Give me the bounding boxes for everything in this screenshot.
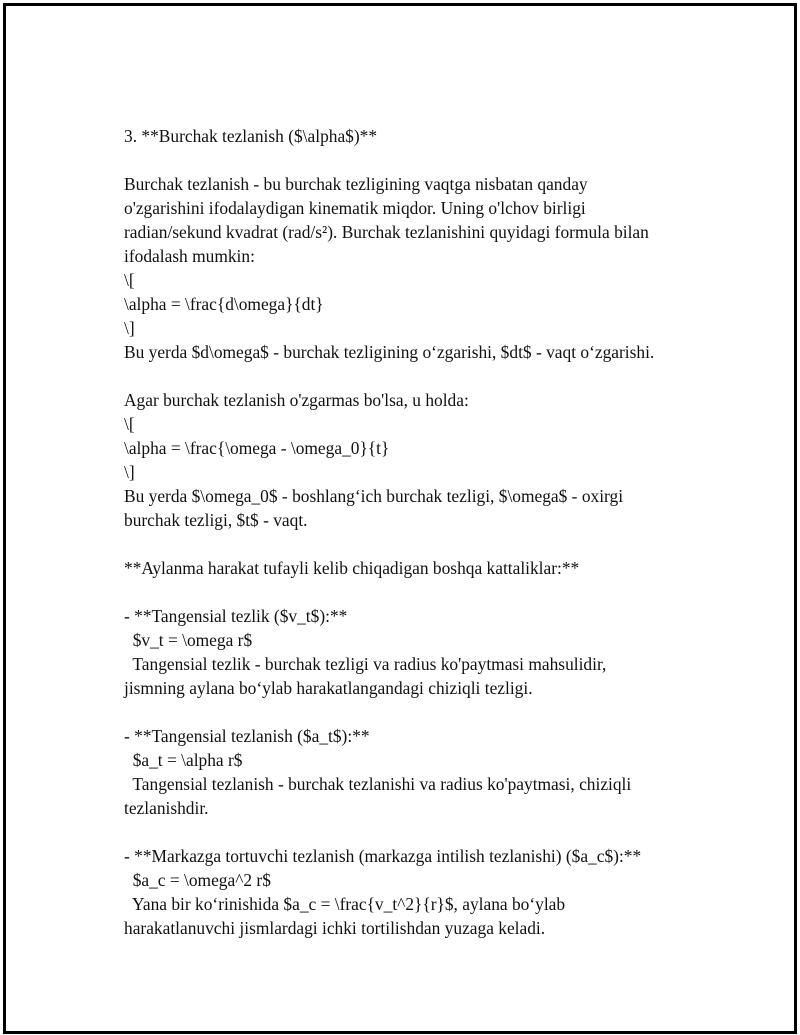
- paragraph-gap: [124, 364, 744, 388]
- formula-line: \[: [124, 270, 135, 290]
- text-line: - **Markazga tortuvchi tezlanish (markazga intilish tezlanishi) ($a_c$):**: [124, 846, 642, 866]
- text-line: radian/sekund kvadrat (rad/s²). Burchak tezlanishini quyidagi formula bilan: [124, 222, 649, 242]
- formula-line: \alpha = \frac{\omega - \omega_0}{t}: [124, 438, 390, 458]
- formula-line: $v_t = \omega r$: [124, 630, 253, 650]
- text-line: Bu yerda $d\omega$ - burchak tezligining o‘zgarishi, $dt$ - vaqt o‘zgarishi.: [124, 342, 655, 362]
- formula-line: \]: [124, 318, 135, 338]
- text-line: Agar burchak tezlanish o'zgarmas bo'lsa, u holda:: [124, 390, 469, 410]
- text-line: - **Tangensial tezlanish ($a_t$):**: [124, 726, 370, 746]
- list-item-tangential-velocity: [124, 604, 744, 700]
- paragraph-definition: [124, 172, 744, 364]
- formula-line: $a_c = \omega^2 r$: [124, 870, 271, 890]
- formula-line: \[: [124, 414, 135, 434]
- paragraph-gap: [124, 700, 744, 724]
- text-line: **Aylanma harakat tufayli kelib chiqadigan boshqa kattaliklar:**: [124, 558, 580, 578]
- paragraph-gap: [124, 580, 744, 604]
- paragraph-constant-acceleration: [124, 388, 744, 532]
- text-line: burchak tezligi, $t$ - vaqt.: [124, 510, 308, 530]
- text-line: Yana bir ko‘rinishida $a_c = \frac{v_t^2}{r}$, aylana bo‘ylab: [124, 894, 566, 914]
- section-heading: [124, 124, 744, 148]
- text-line: tezlanishdir.: [124, 798, 209, 818]
- paragraph-gap: [124, 148, 744, 172]
- paragraph-gap: [124, 820, 744, 844]
- text-line: jismning aylana bo‘ylab harakatlangandagi chiziqli tezligi.: [124, 678, 533, 698]
- formula-line: $a_t = \alpha r$: [124, 750, 243, 770]
- document-body: [124, 124, 744, 940]
- subsection-heading: [124, 556, 744, 580]
- text-line: ifodalash mumkin:: [124, 246, 255, 266]
- text-line: Tangensial tezlik - burchak tezligi va radius ko'paytmasi mahsulidir,: [124, 654, 607, 674]
- text-line: Bu yerda $\omega_0$ - boshlang‘ich burchak tezligi, $\omega$ - oxirgi: [124, 486, 624, 506]
- list-item-centripetal-acceleration: [124, 844, 744, 940]
- formula-line: \]: [124, 462, 135, 482]
- formula-line: \alpha = \frac{d\omega}{dt}: [124, 294, 324, 314]
- text-line: Tangensial tezlanish - burchak tezlanishi va radius ko'paytmasi, chiziqli: [124, 774, 632, 794]
- page-frame: [3, 3, 797, 1034]
- text-line: Burchak tezlanish - bu burchak tezligining vaqtga nisbatan qanday: [124, 174, 588, 194]
- text-line: harakatlanuvchi jismlardagi ichki tortilishdan yuzaga keladi.: [124, 918, 546, 938]
- text-line: o'zgarishini ifodalaydigan kinematik miqdor. Uning o'lchov birligi: [124, 198, 586, 218]
- paragraph-gap: [124, 532, 744, 556]
- text-line: 3. **Burchak tezlanish ($\alpha$)**: [124, 126, 378, 146]
- list-item-tangential-acceleration: [124, 724, 744, 820]
- text-line: - **Tangensial tezlik ($v_t$):**: [124, 606, 348, 626]
